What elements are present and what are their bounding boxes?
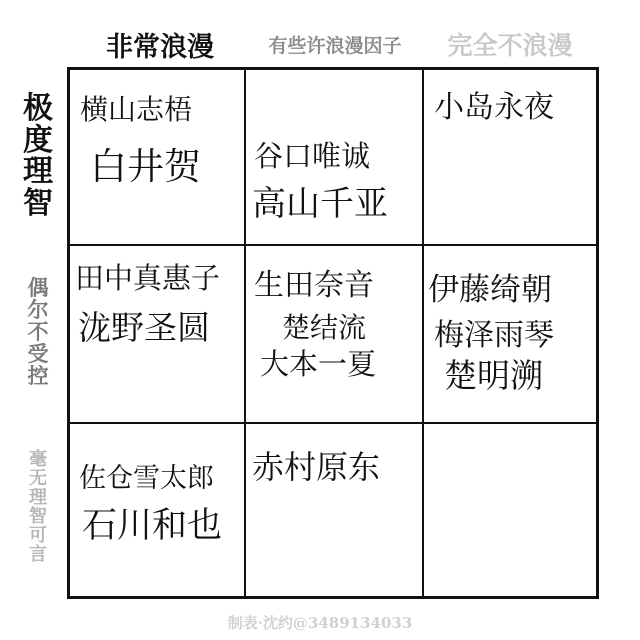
character-name: 谷口唯诚 bbox=[254, 139, 371, 173]
cell-uncontrolled-somewhat-romantic bbox=[246, 246, 420, 420]
watermark-credit: 制表·沈约@3489134033 bbox=[227, 614, 413, 632]
character-name: 石川和也 bbox=[82, 506, 223, 546]
cell-uncontrolled-romantic bbox=[70, 246, 244, 420]
cell-uncontrolled-not-romantic bbox=[424, 246, 598, 420]
character-name: 佐仓雪太郎 bbox=[79, 463, 214, 494]
column-header-somewhat-romantic: 有些许浪漫因子 bbox=[268, 34, 402, 57]
cell-rational-not-romantic bbox=[424, 70, 598, 244]
character-name: 大本一夏 bbox=[260, 347, 377, 381]
character-name: 生田奈音 bbox=[254, 268, 374, 303]
row-header-occasionally-uncontrolled: 偶 尔 不 受 控 bbox=[27, 274, 49, 389]
character-name: 楚结流 bbox=[282, 311, 367, 344]
character-name: 田中真惠子 bbox=[75, 261, 221, 295]
character-name: 小岛永夜 bbox=[434, 90, 554, 125]
character-name: 赤村原东 bbox=[252, 448, 381, 486]
alignment-grid bbox=[67, 67, 599, 599]
character-name: 伊藤绮朝 bbox=[428, 272, 552, 308]
character-name: 白井贺 bbox=[90, 145, 201, 188]
cell-irrational-not-romantic bbox=[424, 424, 598, 598]
cell-irrational-romantic bbox=[70, 424, 244, 598]
row-header-no-rationality: 毫 无 理 智 可 言 bbox=[29, 449, 47, 565]
cell-irrational-somewhat-romantic bbox=[246, 424, 420, 598]
column-header-not-romantic: 完全不浪漫 bbox=[447, 31, 573, 60]
column-header-very-romantic: 非常浪漫 bbox=[106, 31, 214, 63]
character-name: 高山千亚 bbox=[252, 184, 388, 224]
character-name: 梅泽雨琴 bbox=[434, 318, 554, 353]
cell-rational-somewhat-romantic bbox=[246, 70, 420, 244]
cell-rational-romantic bbox=[70, 70, 244, 244]
character-name: 横山志梧 bbox=[80, 93, 193, 126]
character-name: 泷野圣圆 bbox=[78, 308, 210, 347]
row-header-extremely-rational: 极 度 理 智 bbox=[23, 91, 53, 221]
character-name: 楚明溯 bbox=[444, 356, 543, 395]
